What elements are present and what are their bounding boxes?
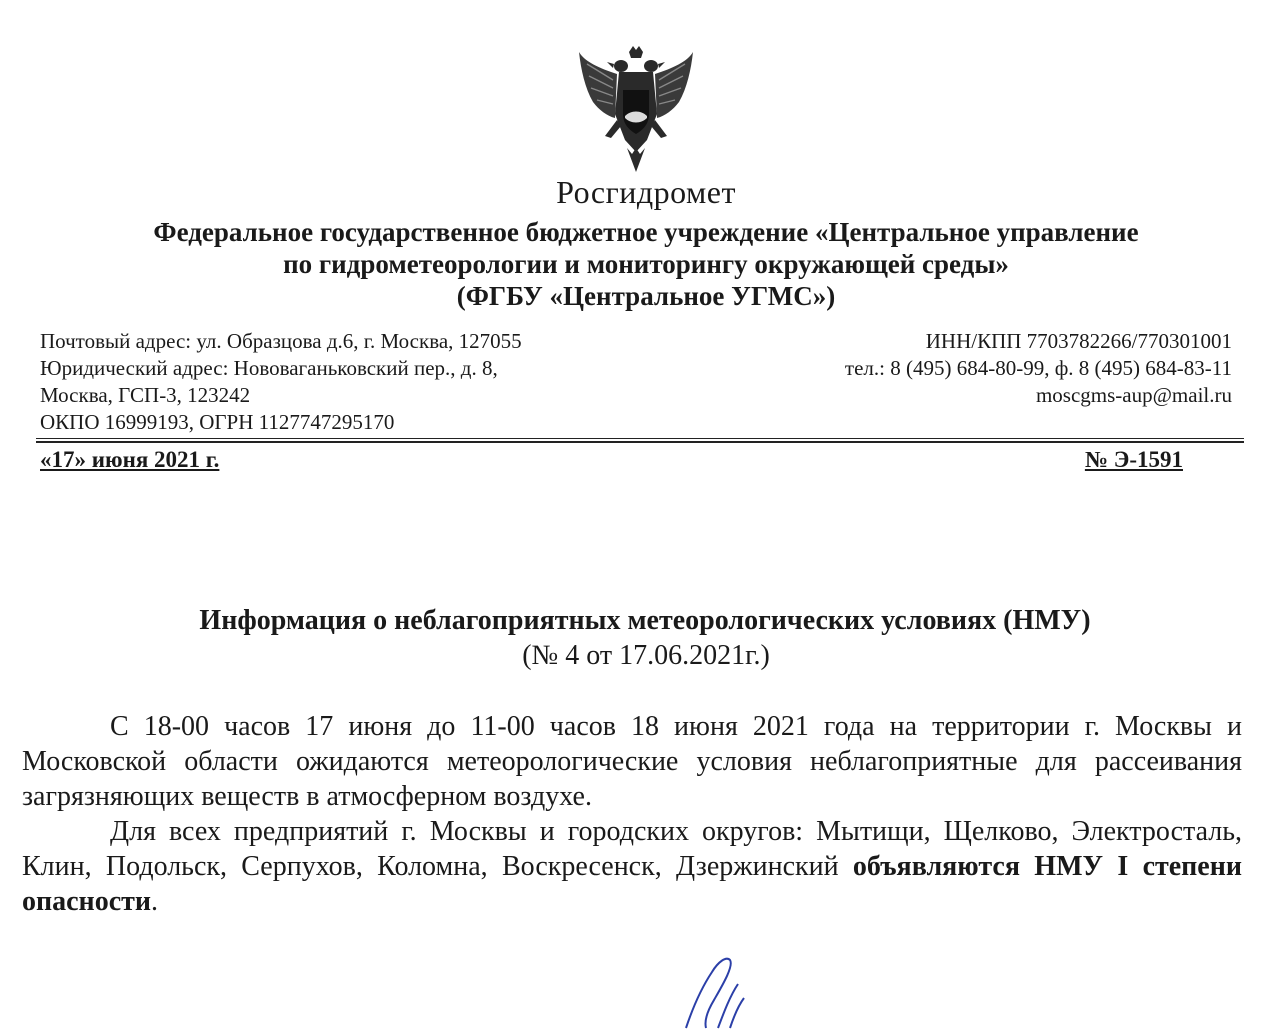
inn-kpp: ИНН/КПП 7703782266/770301001: [925, 329, 1232, 353]
legal-address-line-2: Москва, ГСП-3, 123242: [40, 383, 251, 407]
agency-name: Росгидромет: [556, 174, 736, 210]
document-number: № Э-1591: [1084, 447, 1183, 472]
okpo-ogrn: ОКПО 16999193, ОГРН 1127747295170: [40, 410, 395, 434]
paragraph-2-bold: объявляются НМУ I степени опасности: [22, 851, 1243, 917]
organization-line-2: по гидрометеорологии и мониторингу окружающей среды»: [283, 249, 1009, 279]
paragraph-2-end: .: [151, 886, 159, 917]
paragraph-1: С 18-00 часов 17 июня до 11-00 часов 18 июня 2021 года на территории г. Москвы и Московской области ожидаются метеорологические условия неблагоприятные для рассеивания загрязняющих веществ в атмосферном воздухе.: [22, 711, 1242, 812]
header-divider-thick: [36, 441, 1244, 443]
contacts-right-block: [845, 328, 1232, 409]
legal-address-line-1: Юридический адрес: Нововаганьковский пер., д. 8,: [40, 356, 498, 380]
paragraph-2-text: Для всех предприятий г. Москвы и городских округов: Мытищи, Щелково, Электросталь, Клин, Подольск, Серпухов, Коломна, Воскресенск, Дзержинский: [22, 816, 1242, 882]
document-subtitle: (№ 4 от 17.06.2021г.): [522, 640, 770, 671]
postal-address: Почтовый адрес: ул. Образцова д.6, г. Москва, 127055: [40, 329, 522, 353]
signature-icon: [678, 950, 768, 1030]
document-body: [22, 709, 1242, 919]
contacts-left-block: [40, 328, 522, 436]
phone-fax: тел.: 8 (495) 684-80-99, ф. 8 (495) 684-83-11: [844, 356, 1232, 380]
email-link[interactable]: moscgms-aup@mail.ru: [1035, 383, 1232, 407]
header-divider-thin: [36, 438, 1244, 439]
paragraph-2: [22, 814, 1242, 919]
organization-line-3: (ФГБУ «Центральное УГМС»): [456, 281, 836, 311]
organization-line-1: Федеральное государственное бюджетное учреждение «Центральное управление: [153, 217, 1139, 247]
document-date: «17» июня 2021 г.: [40, 447, 220, 472]
document-title: Информация о неблагоприятных метеорологических условиях (НМУ): [199, 605, 1091, 636]
organization-name: [12, 216, 1280, 312]
eagle-emblem-icon: [577, 44, 695, 174]
